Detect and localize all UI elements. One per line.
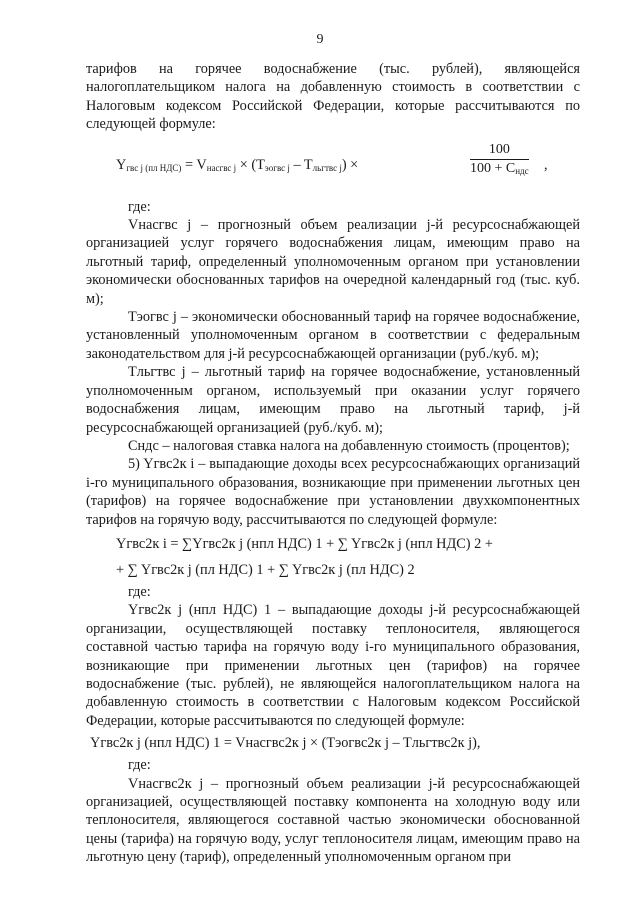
where-label-3: где: <box>128 757 151 774</box>
paragraph-8: Vнасгвс2к j – прогнозный объем реализации j-й ресурсоснабжающей организацией, осуществляющей поставку компонента на холодную воду или теплоносителя, являющегося составной частью экономически обоснованной цены (тарифа) на горячую воду, услуг теплоносителя лицам, имеющим право на льготную цену (тариф), определенный уполномоченным органом при <box>86 775 580 866</box>
formula-2-line-1: Yгвс2к i = ∑Yгвс2к j (нпл НДС) 1 + ∑ Yгвс2к j (нпл НДС) 2 + <box>116 535 493 552</box>
formula-1-comma: , <box>544 156 548 173</box>
where-label-2: где: <box>128 583 151 600</box>
paragraph-1: тарифов на горячее водоснабжение (тыс. рублей), являющейся налогоплательщиком налога на добавленную стоимость в соответствии с Налоговым кодексом Российской Федерации, которые рассчитываются по следующей формуле: <box>86 61 580 133</box>
page-number: 9 <box>316 32 324 47</box>
paragraph-6: 5) Yгвс2к i – выпадающие доходы всех ресурсоснабжающих организаций i-го муниципального образования, возникающие при применении льготных цен (тарифов) на горячее водоснабжение при установлении двухкомпонентных тарифов на горячую воду, рассчитываются по следующей формуле: <box>86 456 580 528</box>
formula-2-line-2: + ∑ Yгвс2к j (пл НДС) 1 + ∑ Yгвс2к j (пл НДС) 2 <box>116 561 415 578</box>
paragraph-7: Yгвс2к j (нпл НДС) 1 – выпадающие доходы j-й ресурсоснабжающей организации, осуществляющей поставку теплоносителя, являющегося составной частью тарифа на горячую воду i-го муниципального образования, возникающие при применении льготных цен (тарифов) на горячее водоснабжение (тыс. рублей), не являющейся налогоплательщиком налога на добавленную стоимость в соответствии с Налоговым кодексом Российской Федерации, которые рассчитываются по следующей формуле: <box>86 602 580 729</box>
formula-3: Yгвс2к j (нпл НДС) 1 = Vнасгвс2к j × (Tэогвс2к j – Tльгтвс2к j), <box>90 735 481 752</box>
formula-2 <box>86 529 580 583</box>
paragraph-5: Cндс – налоговая ставка налога на добавленную стоимость (процентов); <box>128 437 570 454</box>
paragraph-4: Tльгтвс j – льготный тариф на горячее водоснабжение, установленный уполномоченным органом, используемый при оказании услуг горячего водоснабжения лицам, имеющим право на льготный тариф, j-й ресурсоснабжающей организацией (руб./куб. м); <box>86 364 580 436</box>
document-body <box>86 60 580 867</box>
formula-1-fraction <box>470 141 529 178</box>
paragraph-2: Vнасгвс j – прогнозный объем реализации j-й ресурсоснабжающей организацией услуг горячего водоснабжения лицам, имеющим право на льготный тариф, определенный уполномоченным органом при установлении экономически обоснованных тарифов на очередной календарный год (тыс. куб. м); <box>86 217 580 307</box>
formula-1-expression: $Y_{гвс j (пл НДС)} = V_{насгвс j} \times (T_{эогвс j} - T_{льгтвс j})$ × <box>116 156 359 173</box>
where-label-1: где: <box>128 198 151 215</box>
fraction-denominator: $100 + C_{ндс}$ <box>470 160 529 176</box>
fraction-numerator: 100 <box>470 141 529 160</box>
paragraph-3: Tэогвс j – экономически обоснованный тариф на горячее водоснабжение, установленный уполномоченным органом в соответствии с федеральным законодательством для j-й ресурсоснабжающей организации (руб./куб. м); <box>86 309 580 362</box>
formula-1 <box>86 134 580 198</box>
